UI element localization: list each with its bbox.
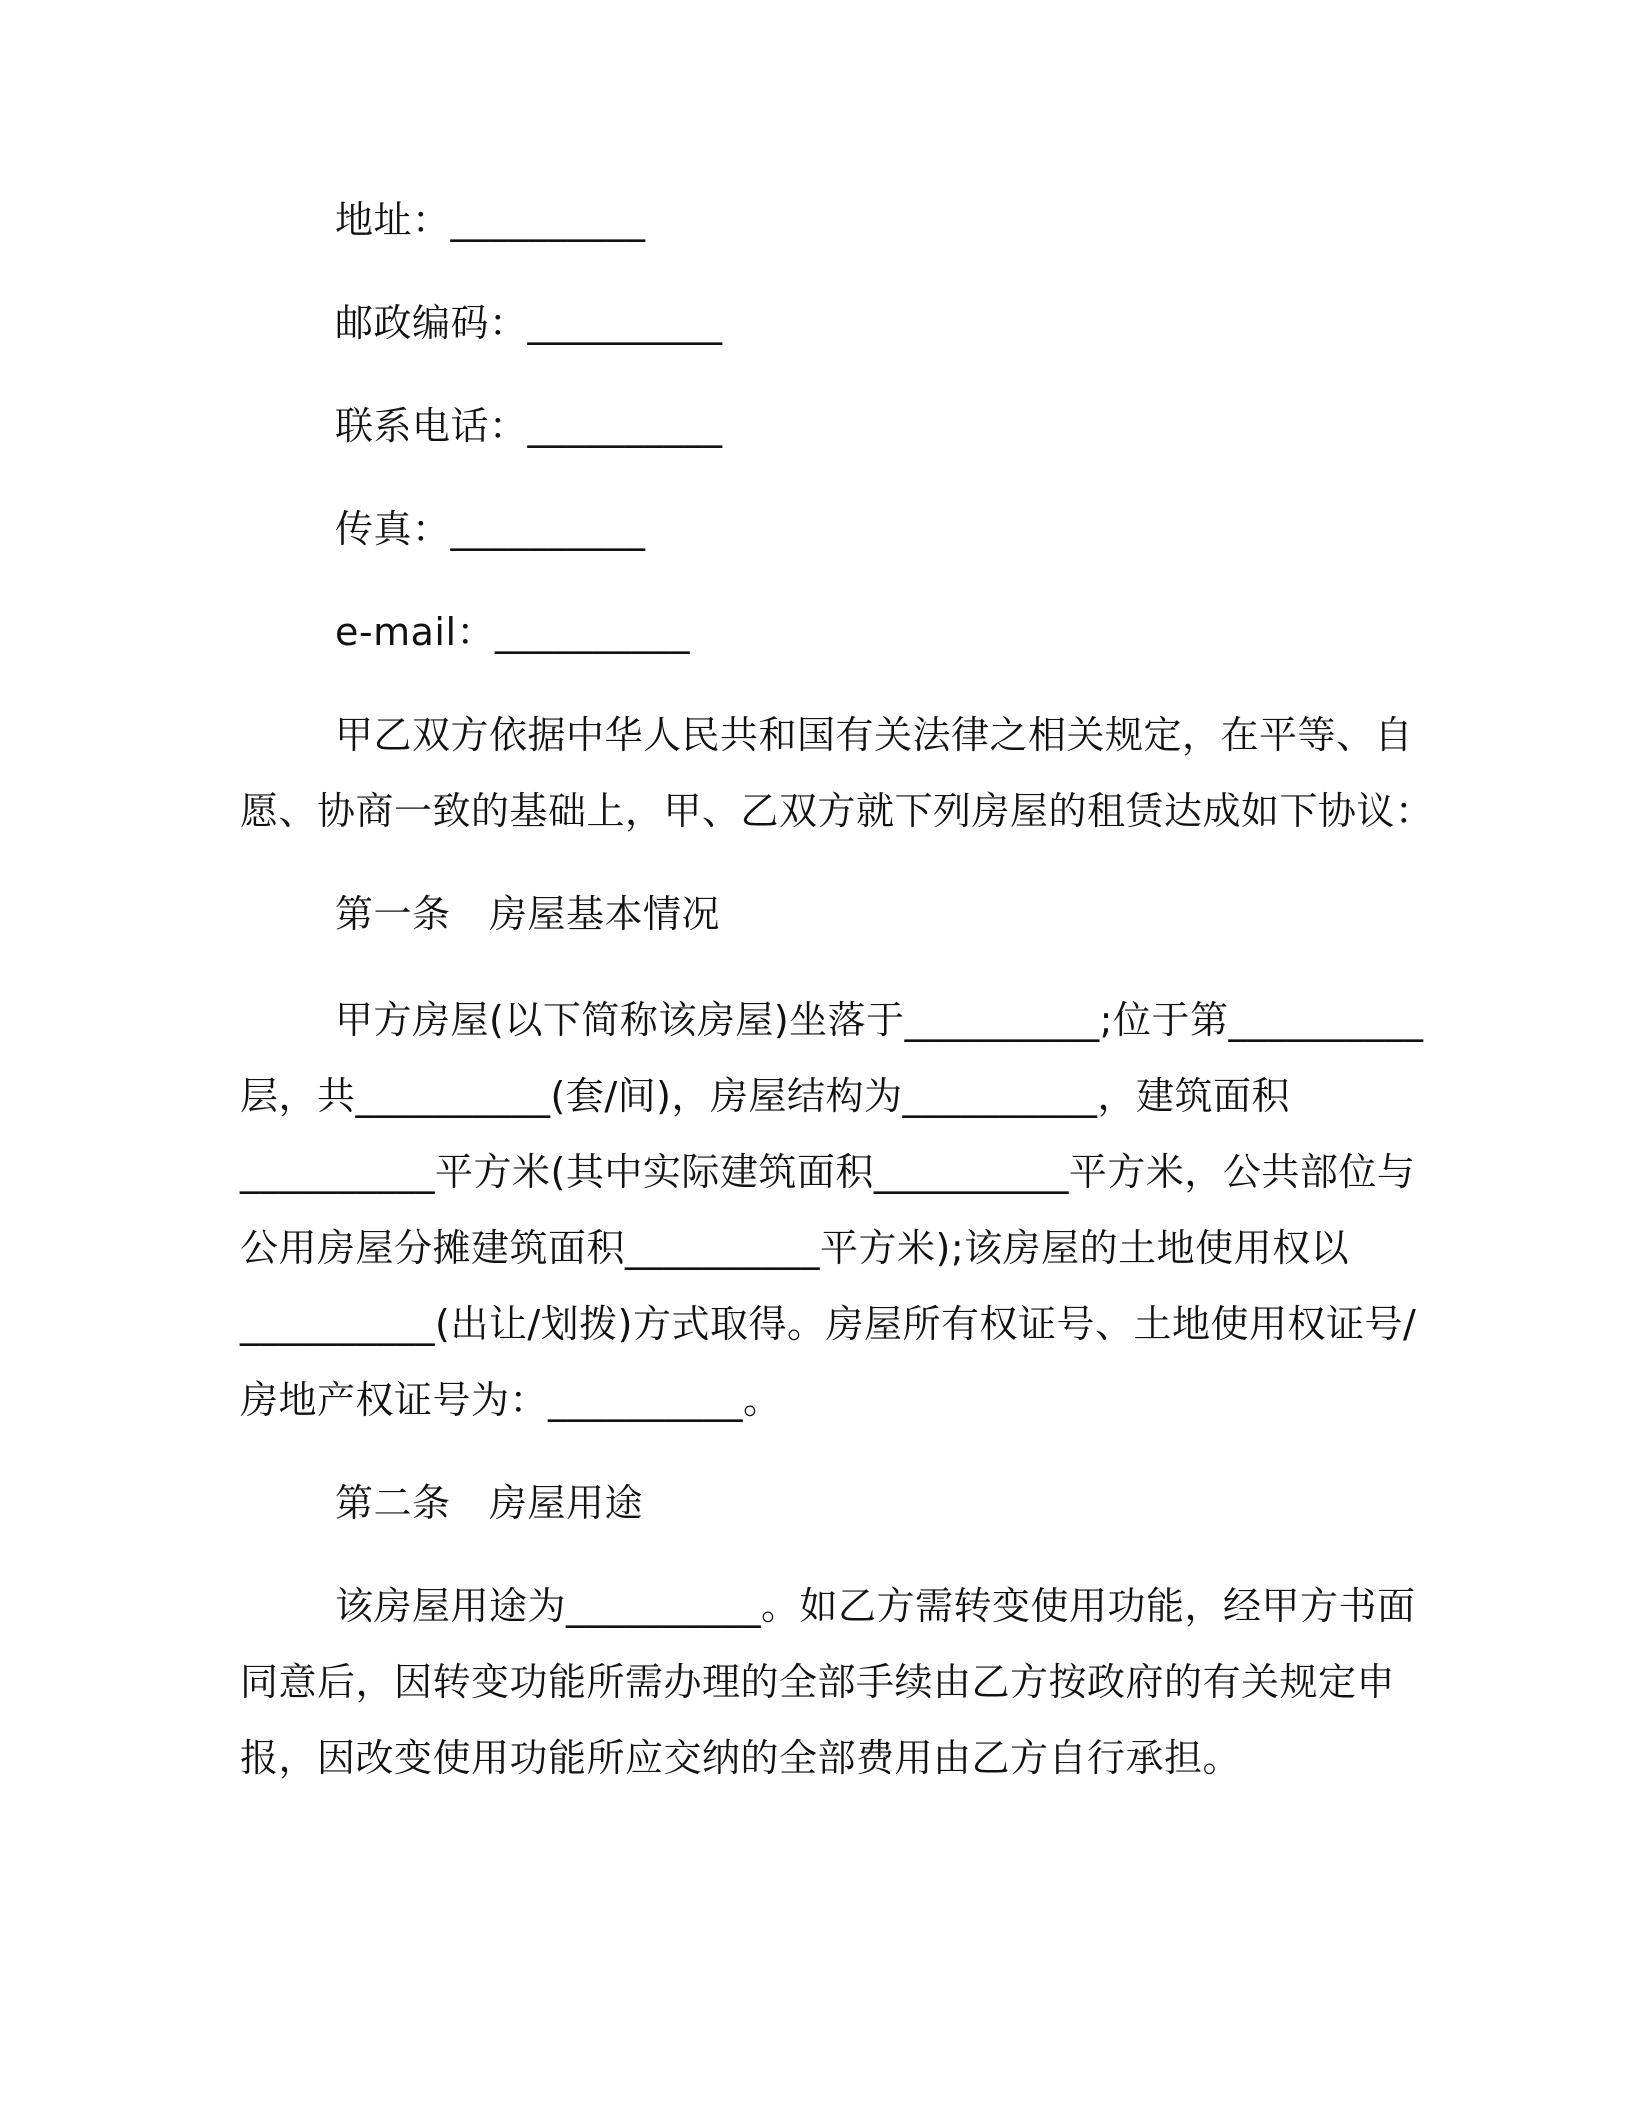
article-1-line: __________(出让/划拨)方式取得。房屋所有权证号、土地使用权证号/ bbox=[240, 1302, 1417, 1346]
article-2-line: 该房屋用途为__________。如乙方需转变使用功能，经甲方书面 bbox=[335, 1584, 1416, 1628]
article-2-heading: 第二条 房屋用途 bbox=[335, 1481, 644, 1525]
intro-paragraph-line: 甲乙双方依据中华人民共和国有关法律之相关规定，在平等、自 bbox=[335, 713, 1414, 757]
article-1-line: 公用房屋分摊建筑面积__________平方米);该房屋的土地使用权以 bbox=[240, 1226, 1350, 1270]
address-field: 地址：__________ bbox=[335, 198, 646, 242]
postal-code-field: 邮政编码：__________ bbox=[335, 301, 723, 345]
phone-field: 联系电话：__________ bbox=[335, 404, 723, 448]
article-1-line: 房地产权证号为：__________。 bbox=[240, 1378, 782, 1422]
fax-field: 传真：__________ bbox=[335, 507, 646, 551]
article-2-line: 同意后，因转变功能所需办理的全部手续由乙方按政府的有关规定申 bbox=[240, 1660, 1396, 1704]
article-1-line: __________平方米(其中实际建筑面积__________平方米，公共部位与 bbox=[240, 1150, 1416, 1194]
article-1-line: 甲方房屋(以下简称该房屋)坐落于__________;位于第__________ bbox=[335, 998, 1424, 1042]
email-field: e-mail：__________ bbox=[335, 610, 691, 654]
article-1-heading: 第一条 房屋基本情况 bbox=[335, 892, 721, 936]
article-1-line: 层，共__________(套/间)，房屋结构为__________，建筑面积 bbox=[240, 1074, 1290, 1118]
article-2-line: 报，因改变使用功能所应交纳的全部费用由乙方自行承担。 bbox=[240, 1736, 1242, 1780]
intro-paragraph-line: 愿、协商一致的基础上，甲、乙双方就下列房屋的租赁达成如下协议： bbox=[240, 789, 1434, 833]
